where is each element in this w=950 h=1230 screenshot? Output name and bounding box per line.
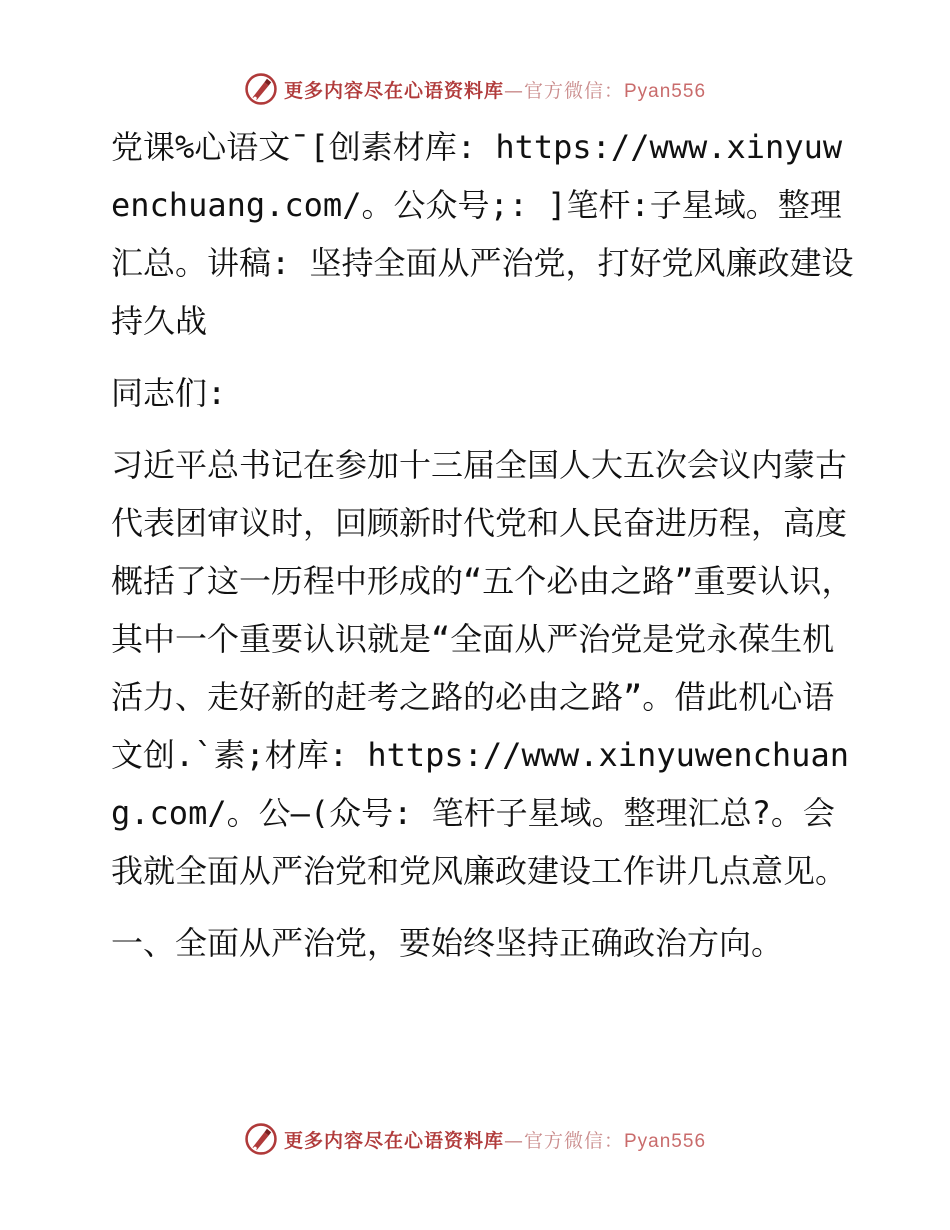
- footer-banner-text: [284, 1126, 706, 1153]
- header-wechat-label: 官方微信：: [523, 79, 624, 102]
- header-banner: [0, 72, 950, 106]
- pen-logo-icon: [244, 1122, 278, 1156]
- body-paragraph: 习近平总书记在参加十三届全国人大五次会议内蒙古代表团审议时，回顾新时代党和人民奋进历程，高度概括了这一历程中形成的“五个必由之路”重要认识，其中一个重要认识就是“全面从严治党是党永葆生机活力、走好新的赶考之路的必由之路”。借此机心语文创.`素;材库: https://www.xinyuwenchuang.com/。公—(众号: 笔杆子星域。整理汇总?。会我就全面从严治党和党风廉政建设工作讲几点意见。: [111, 446, 854, 890]
- header-dash: —: [503, 79, 524, 102]
- footer-wechat-id: Pyan556: [624, 1130, 707, 1152]
- document-body: [97, 118, 857, 986]
- title-paragraph: 党课%心语文¯[创素材库: https://www.xinyuwenchuang.com/。公众号;: ]笔杆:子星域。整理汇总。讲稿: 坚持全面从严治党，打好党风廉政建设持久战: [111, 128, 854, 340]
- salutation: 同志们:: [111, 374, 227, 412]
- header-banner-text: [284, 76, 706, 103]
- header-brand-text: 更多内容尽在心语资料库: [283, 79, 504, 102]
- footer-dash: —: [503, 1129, 524, 1152]
- header-wechat-id: Pyan556: [624, 80, 707, 102]
- footer-brand-text: 更多内容尽在心语资料库: [283, 1129, 504, 1152]
- footer-banner: [0, 1122, 950, 1156]
- section-heading: 一、全面从严治党，要始终坚持正确政治方向。: [111, 924, 784, 962]
- footer-wechat-label: 官方微信：: [523, 1129, 624, 1152]
- pen-logo-icon: [244, 72, 278, 106]
